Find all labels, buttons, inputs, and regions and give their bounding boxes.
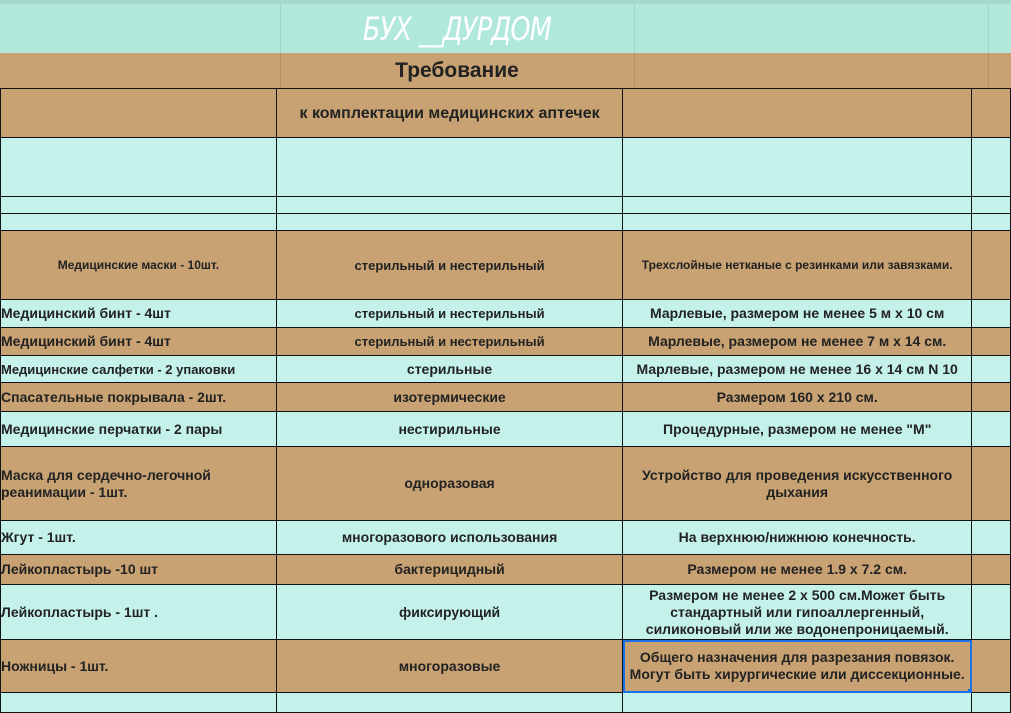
cell[interactable]: [1, 197, 277, 214]
type-cell[interactable]: многоразового использования: [276, 521, 623, 555]
cell[interactable]: [972, 231, 1011, 300]
cell[interactable]: [623, 214, 972, 231]
cell[interactable]: [972, 214, 1011, 231]
cell[interactable]: [276, 214, 623, 231]
item-cell[interactable]: Лейкопластырь - 1шт .: [1, 585, 277, 640]
type-cell[interactable]: стерильные: [276, 356, 623, 383]
table-row: [1, 231, 1011, 300]
table-row: [1, 555, 1011, 585]
table-row: [1, 521, 1011, 555]
cell[interactable]: [972, 447, 1011, 521]
table-row: [1, 412, 1011, 447]
cell[interactable]: [972, 640, 1011, 693]
cell[interactable]: [972, 412, 1011, 447]
table-row: [1, 328, 1011, 356]
cell[interactable]: [972, 383, 1011, 412]
desc-text: Общего назначения для разрезания повязок. Могут быть хирургические или диссекционные.: [629, 649, 965, 682]
page-title[interactable]: Требование: [395, 59, 519, 82]
cell[interactable]: [623, 138, 972, 197]
cell[interactable]: [276, 138, 623, 197]
table-row: [1, 447, 1011, 521]
item-cell[interactable]: Медицинский бинт - 4шт: [1, 300, 277, 328]
cell[interactable]: [1, 138, 277, 197]
item-cell[interactable]: Медицинские маски - 10шт.: [1, 231, 277, 300]
type-cell[interactable]: одноразовая: [276, 447, 623, 521]
subtitle-cell[interactable]: к комплектации медицинских аптечек: [276, 89, 623, 138]
desc-cell[interactable]: Размером не менее 1.9 х 7.2 см.: [623, 555, 972, 585]
cell[interactable]: [972, 521, 1011, 555]
cell[interactable]: [623, 89, 972, 138]
item-cell[interactable]: Ножницы - 1шт.: [1, 640, 277, 693]
cell[interactable]: [623, 197, 972, 214]
type-cell[interactable]: стерильный и нестерильный: [276, 231, 623, 300]
cell[interactable]: [972, 89, 1011, 138]
table-row: [1, 585, 1011, 640]
item-cell[interactable]: Медицинские перчатки - 2 пары: [1, 412, 277, 447]
desc-cell[interactable]: На верхнюю/нижнюю конечность.: [623, 521, 972, 555]
cell[interactable]: [1, 214, 277, 231]
table-row: [1, 356, 1011, 383]
cell[interactable]: [972, 138, 1011, 197]
cell[interactable]: [972, 197, 1011, 214]
cell[interactable]: [972, 300, 1011, 328]
fill-handle[interactable]: [968, 689, 972, 693]
desc-cell[interactable]: Марлевые, размером не менее 7 м х 14 см.: [623, 328, 972, 356]
item-cell[interactable]: Спасательные покрывала - 2шт.: [1, 383, 277, 412]
desc-cell[interactable]: Процедурные, размером не менее "M": [623, 412, 972, 447]
type-cell[interactable]: многоразовые: [276, 640, 623, 693]
cell[interactable]: [972, 555, 1011, 585]
logo-row: [0, 0, 1011, 53]
cell[interactable]: [1, 89, 277, 138]
table-row: [1, 300, 1011, 328]
type-cell[interactable]: фиксирующий: [276, 585, 623, 640]
requirements-table: [0, 88, 1011, 713]
title-row: [0, 53, 1011, 88]
desc-cell[interactable]: Размером не менее 2 х 500 см.Может быть стандартный или гипоаллергенный, силиконовый или же водонепроницаемый.: [623, 585, 972, 640]
type-cell[interactable]: нестирильные: [276, 412, 623, 447]
type-cell[interactable]: стерильный и нестерильный: [276, 328, 623, 356]
desc-cell[interactable]: Трехслойные нетканые с резинками или завязками.: [623, 231, 972, 300]
item-cell[interactable]: Медицинские салфетки - 2 упаковки: [1, 356, 277, 383]
type-cell[interactable]: стерильный и нестерильный: [276, 300, 623, 328]
desc-cell-selected[interactable]: [623, 640, 972, 693]
cell[interactable]: [972, 585, 1011, 640]
cell[interactable]: [972, 328, 1011, 356]
type-cell[interactable]: бактерицидный: [276, 555, 623, 585]
logo: БУХ __ДУРДОМ: [362, 10, 552, 48]
table-row: [1, 383, 1011, 412]
item-cell[interactable]: Маска для сердечно-легочной реанимации - 1шт.: [1, 447, 277, 521]
desc-cell[interactable]: Размером 160 х 210 см.: [623, 383, 972, 412]
type-cell[interactable]: изотермические: [276, 383, 623, 412]
item-cell[interactable]: Медицинский бинт - 4шт: [1, 328, 277, 356]
item-cell[interactable]: Лейкопластырь -10 шт: [1, 555, 277, 585]
cell[interactable]: [972, 356, 1011, 383]
table-row: [1, 640, 1011, 693]
item-cell[interactable]: Жгут - 1шт.: [1, 521, 277, 555]
desc-cell[interactable]: Устройство для проведения искусственного дыхания: [623, 447, 972, 521]
cell[interactable]: [276, 197, 623, 214]
desc-cell[interactable]: Марлевые, размером не менее 5 м х 10 см: [623, 300, 972, 328]
desc-cell[interactable]: Марлевые, размером не менее 16 х 14 см N 10: [623, 356, 972, 383]
